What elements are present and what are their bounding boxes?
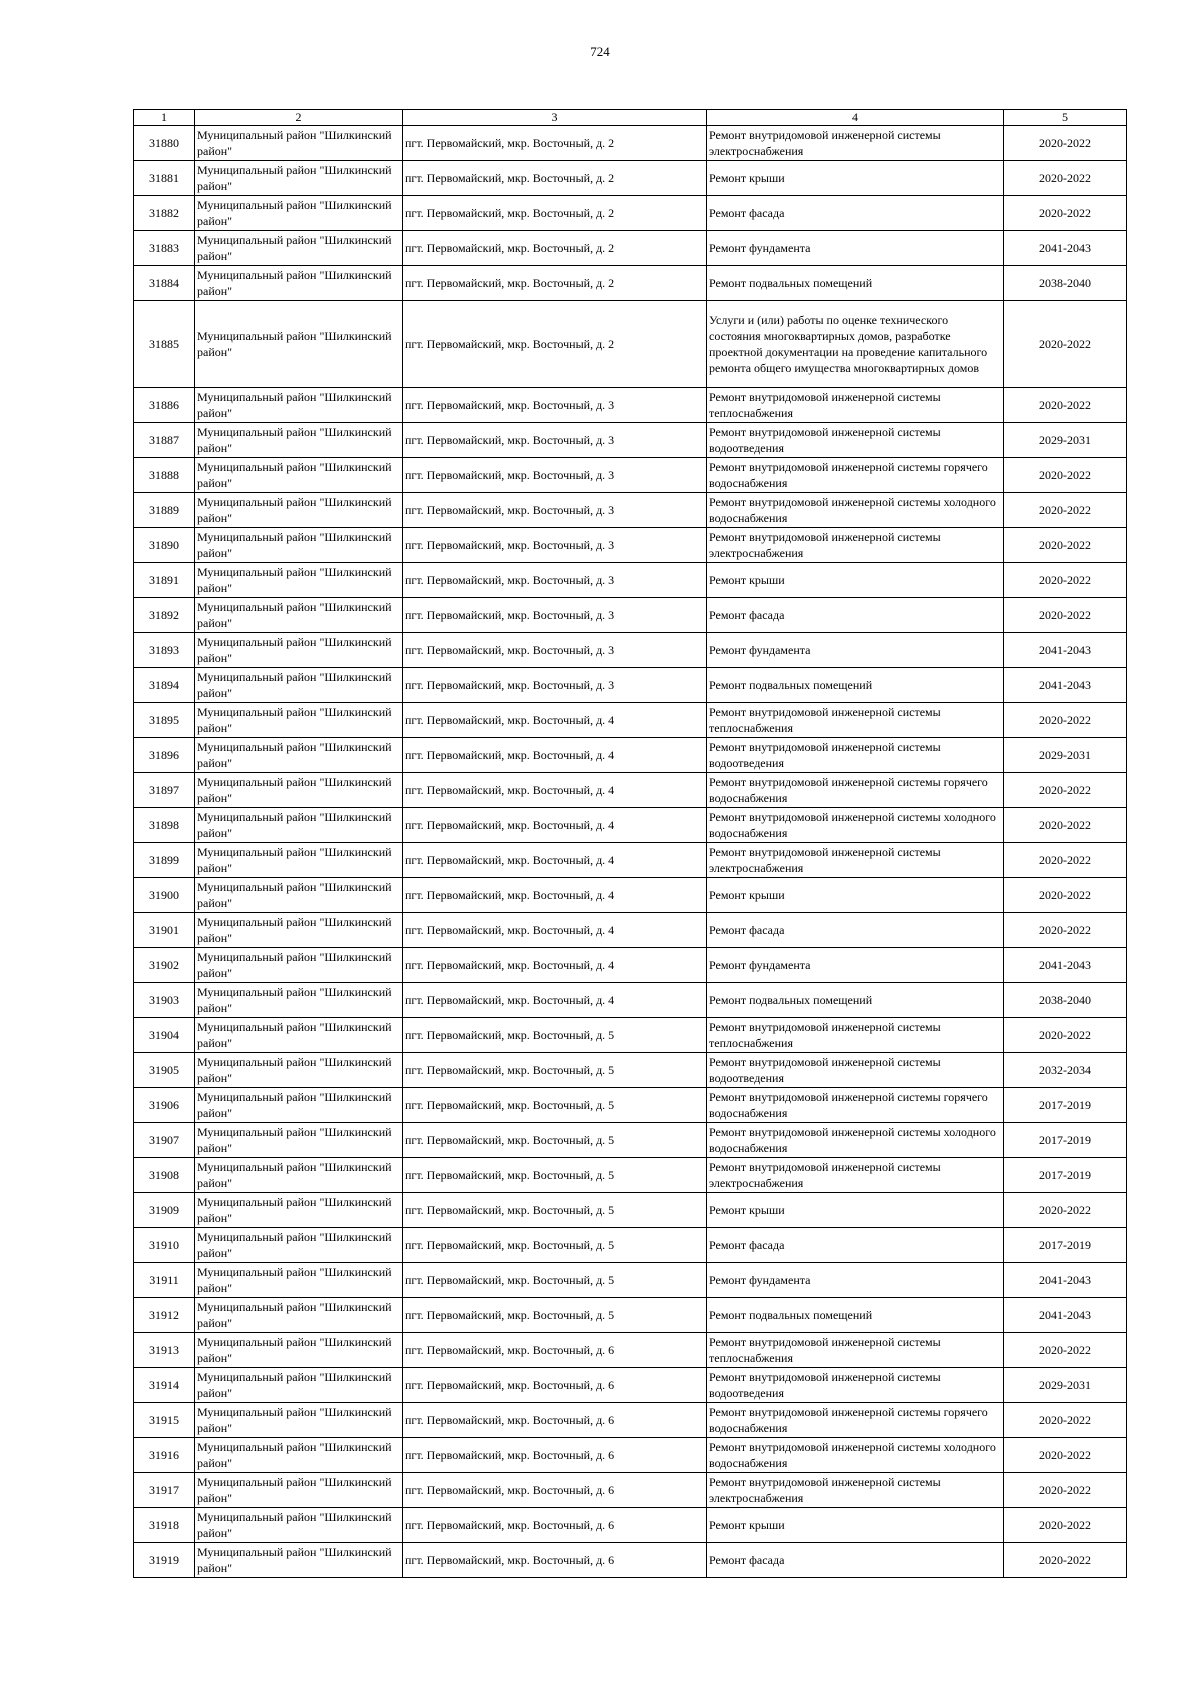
work-type-cell: Ремонт внутридомовой инженерной системы электроснабжения: [707, 1158, 1004, 1193]
address-cell: пгт. Первомайский, мкр. Восточный, д. 3: [403, 458, 707, 493]
capital-repair-table: [133, 109, 1127, 1578]
municipality-cell: Муниципальный район "Шилкинский район": [195, 388, 403, 423]
table-row: [134, 1368, 1127, 1403]
table-row: [134, 1088, 1127, 1123]
table-row: [134, 1053, 1127, 1088]
table-row: [134, 1438, 1127, 1473]
period-cell: 2020-2022: [1004, 1193, 1127, 1228]
column-header-2: 2: [195, 110, 403, 126]
period-cell: 2020-2022: [1004, 1473, 1127, 1508]
address-cell: пгт. Первомайский, мкр. Восточный, д. 4: [403, 773, 707, 808]
row-number: 31889: [134, 493, 195, 528]
table-row: [134, 196, 1127, 231]
column-header-5: 5: [1004, 110, 1127, 126]
table-row: [134, 738, 1127, 773]
table-row: [134, 458, 1127, 493]
table-row: [134, 1473, 1127, 1508]
period-cell: 2020-2022: [1004, 1508, 1127, 1543]
table-row: [134, 1298, 1127, 1333]
table-row: [134, 563, 1127, 598]
address-cell: пгт. Первомайский, мкр. Восточный, д. 3: [403, 563, 707, 598]
municipality-cell: Муниципальный район "Шилкинский район": [195, 1123, 403, 1158]
work-type-cell: Ремонт фундамента: [707, 633, 1004, 668]
municipality-cell: Муниципальный район "Шилкинский район": [195, 1368, 403, 1403]
address-cell: пгт. Первомайский, мкр. Восточный, д. 3: [403, 528, 707, 563]
municipality-cell: Муниципальный район "Шилкинский район": [195, 1508, 403, 1543]
municipality-cell: Муниципальный район "Шилкинский район": [195, 1473, 403, 1508]
period-cell: 2020-2022: [1004, 1403, 1127, 1438]
table-row: [134, 843, 1127, 878]
table-row: [134, 948, 1127, 983]
row-number: 31890: [134, 528, 195, 563]
work-type-cell: Ремонт внутридомовой инженерной системы теплоснабжения: [707, 703, 1004, 738]
period-cell: 2029-2031: [1004, 1368, 1127, 1403]
municipality-cell: Муниципальный район "Шилкинский район": [195, 1263, 403, 1298]
address-cell: пгт. Первомайский, мкр. Восточный, д. 5: [403, 1088, 707, 1123]
address-cell: пгт. Первомайский, мкр. Восточный, д. 6: [403, 1508, 707, 1543]
address-cell: пгт. Первомайский, мкр. Восточный, д. 5: [403, 1123, 707, 1158]
address-cell: пгт. Первомайский, мкр. Восточный, д. 4: [403, 843, 707, 878]
row-number: 31905: [134, 1053, 195, 1088]
work-type-cell: Ремонт подвальных помещений: [707, 266, 1004, 301]
address-cell: пгт. Первомайский, мкр. Восточный, д. 4: [403, 878, 707, 913]
row-number: 31915: [134, 1403, 195, 1438]
municipality-cell: Муниципальный район "Шилкинский район": [195, 1053, 403, 1088]
work-type-cell: Ремонт фасада: [707, 598, 1004, 633]
table-row: [134, 301, 1127, 388]
address-cell: пгт. Первомайский, мкр. Восточный, д. 5: [403, 1263, 707, 1298]
work-type-cell: Ремонт внутридомовой инженерной системы горячего водоснабжения: [707, 1088, 1004, 1123]
table-row: [134, 598, 1127, 633]
period-cell: 2020-2022: [1004, 703, 1127, 738]
row-number: 31912: [134, 1298, 195, 1333]
period-cell: 2020-2022: [1004, 1333, 1127, 1368]
municipality-cell: Муниципальный район "Шилкинский район": [195, 738, 403, 773]
municipality-cell: Муниципальный район "Шилкинский район": [195, 1543, 403, 1578]
row-number: 31887: [134, 423, 195, 458]
table-row: [134, 1193, 1127, 1228]
period-cell: 2020-2022: [1004, 773, 1127, 808]
row-number: 31911: [134, 1263, 195, 1298]
municipality-cell: Муниципальный район "Шилкинский район": [195, 231, 403, 266]
address-cell: пгт. Первомайский, мкр. Восточный, д. 2: [403, 266, 707, 301]
municipality-cell: Муниципальный район "Шилкинский район": [195, 1018, 403, 1053]
row-number: 31899: [134, 843, 195, 878]
work-type-cell: Ремонт фундамента: [707, 231, 1004, 266]
address-cell: пгт. Первомайский, мкр. Восточный, д. 2: [403, 231, 707, 266]
row-number: 31908: [134, 1158, 195, 1193]
work-type-cell: Ремонт внутридомовой инженерной системы водоотведения: [707, 423, 1004, 458]
row-number: 31881: [134, 161, 195, 196]
municipality-cell: Муниципальный район "Шилкинский район": [195, 773, 403, 808]
municipality-cell: Муниципальный район "Шилкинский район": [195, 633, 403, 668]
period-cell: 2020-2022: [1004, 528, 1127, 563]
row-number: 31914: [134, 1368, 195, 1403]
period-cell: 2020-2022: [1004, 1018, 1127, 1053]
period-cell: 2020-2022: [1004, 563, 1127, 598]
address-cell: пгт. Первомайский, мкр. Восточный, д. 3: [403, 423, 707, 458]
work-type-cell: Ремонт подвальных помещений: [707, 1298, 1004, 1333]
address-cell: пгт. Первомайский, мкр. Восточный, д. 3: [403, 388, 707, 423]
column-header-1: 1: [134, 110, 195, 126]
address-cell: пгт. Первомайский, мкр. Восточный, д. 4: [403, 738, 707, 773]
address-cell: пгт. Первомайский, мкр. Восточный, д. 6: [403, 1543, 707, 1578]
row-number: 31902: [134, 948, 195, 983]
row-number: 31894: [134, 668, 195, 703]
row-number: 31916: [134, 1438, 195, 1473]
work-type-cell: Ремонт внутридомовой инженерной системы теплоснабжения: [707, 388, 1004, 423]
table-row: [134, 126, 1127, 161]
period-cell: 2020-2022: [1004, 598, 1127, 633]
table-row: [134, 808, 1127, 843]
address-cell: пгт. Первомайский, мкр. Восточный, д. 3: [403, 598, 707, 633]
table-row: [134, 983, 1127, 1018]
municipality-cell: Муниципальный район "Шилкинский район": [195, 703, 403, 738]
address-cell: пгт. Первомайский, мкр. Восточный, д. 5: [403, 1193, 707, 1228]
table-row: [134, 161, 1127, 196]
municipality-cell: Муниципальный район "Шилкинский район": [195, 563, 403, 598]
address-cell: пгт. Первомайский, мкр. Восточный, д. 4: [403, 983, 707, 1018]
row-number: 31918: [134, 1508, 195, 1543]
period-cell: 2041-2043: [1004, 668, 1127, 703]
period-cell: 2041-2043: [1004, 633, 1127, 668]
row-number: 31884: [134, 266, 195, 301]
work-type-cell: Услуги и (или) работы по оценке технического состояния многоквартирных домов, разработке проектной документации на проведение капитального ремонта общего имущества многоквартирных домов: [707, 301, 1004, 388]
period-cell: 2020-2022: [1004, 843, 1127, 878]
row-number: 31900: [134, 878, 195, 913]
row-number: 31919: [134, 1543, 195, 1578]
municipality-cell: Муниципальный район "Шилкинский район": [195, 1298, 403, 1333]
table-row: [134, 633, 1127, 668]
row-number: 31880: [134, 126, 195, 161]
municipality-cell: Муниципальный район "Шилкинский район": [195, 493, 403, 528]
work-type-cell: Ремонт крыши: [707, 161, 1004, 196]
work-type-cell: Ремонт внутридомовой инженерной системы водоотведения: [707, 1368, 1004, 1403]
period-cell: 2017-2019: [1004, 1088, 1127, 1123]
work-type-cell: Ремонт фасада: [707, 196, 1004, 231]
municipality-cell: Муниципальный район "Шилкинский район": [195, 1193, 403, 1228]
row-number: 31910: [134, 1228, 195, 1263]
address-cell: пгт. Первомайский, мкр. Восточный, д. 2: [403, 196, 707, 231]
row-number: 31904: [134, 1018, 195, 1053]
municipality-cell: Муниципальный район "Шилкинский район": [195, 983, 403, 1018]
table-row: [134, 668, 1127, 703]
work-type-cell: Ремонт внутридомовой инженерной системы холодного водоснабжения: [707, 493, 1004, 528]
address-cell: пгт. Первомайский, мкр. Восточный, д. 3: [403, 493, 707, 528]
row-number: 31906: [134, 1088, 195, 1123]
address-cell: пгт. Первомайский, мкр. Восточный, д. 6: [403, 1473, 707, 1508]
period-cell: 2041-2043: [1004, 1263, 1127, 1298]
work-type-cell: Ремонт крыши: [707, 1193, 1004, 1228]
row-number: 31917: [134, 1473, 195, 1508]
address-cell: пгт. Первомайский, мкр. Восточный, д. 6: [403, 1403, 707, 1438]
municipality-cell: Муниципальный район "Шилкинский район": [195, 808, 403, 843]
table-row: [134, 1018, 1127, 1053]
municipality-cell: Муниципальный район "Шилкинский район": [195, 301, 403, 388]
municipality-cell: Муниципальный район "Шилкинский район": [195, 126, 403, 161]
municipality-cell: Муниципальный район "Шилкинский район": [195, 458, 403, 493]
period-cell: 2038-2040: [1004, 266, 1127, 301]
address-cell: пгт. Первомайский, мкр. Восточный, д. 5: [403, 1298, 707, 1333]
row-number: 31888: [134, 458, 195, 493]
table-row: [134, 1333, 1127, 1368]
period-cell: 2038-2040: [1004, 983, 1127, 1018]
address-cell: пгт. Первомайский, мкр. Восточный, д. 2: [403, 301, 707, 388]
table-row: [134, 703, 1127, 738]
period-cell: 2020-2022: [1004, 161, 1127, 196]
row-number: 31913: [134, 1333, 195, 1368]
period-cell: 2020-2022: [1004, 126, 1127, 161]
table-row: [134, 423, 1127, 458]
municipality-cell: Муниципальный район "Шилкинский район": [195, 423, 403, 458]
municipality-cell: Муниципальный район "Шилкинский район": [195, 1228, 403, 1263]
work-type-cell: Ремонт крыши: [707, 878, 1004, 913]
row-number: 31882: [134, 196, 195, 231]
row-number: 31893: [134, 633, 195, 668]
address-cell: пгт. Первомайский, мкр. Восточный, д. 6: [403, 1368, 707, 1403]
municipality-cell: Муниципальный район "Шилкинский район": [195, 913, 403, 948]
municipality-cell: Муниципальный район "Шилкинский район": [195, 1438, 403, 1473]
table-row: [134, 913, 1127, 948]
address-cell: пгт. Первомайский, мкр. Восточный, д. 4: [403, 948, 707, 983]
column-header-4: 4: [707, 110, 1004, 126]
municipality-cell: Муниципальный район "Шилкинский район": [195, 878, 403, 913]
address-cell: пгт. Первомайский, мкр. Восточный, д. 3: [403, 633, 707, 668]
period-cell: 2020-2022: [1004, 913, 1127, 948]
table-row: [134, 1263, 1127, 1298]
work-type-cell: Ремонт крыши: [707, 1508, 1004, 1543]
work-type-cell: Ремонт внутридомовой инженерной системы горячего водоснабжения: [707, 773, 1004, 808]
period-cell: 2041-2043: [1004, 231, 1127, 266]
row-number: 31896: [134, 738, 195, 773]
period-cell: 2020-2022: [1004, 301, 1127, 388]
work-type-cell: Ремонт фасада: [707, 1543, 1004, 1578]
work-type-cell: Ремонт внутридомовой инженерной системы холодного водоснабжения: [707, 808, 1004, 843]
table-row: [134, 1158, 1127, 1193]
municipality-cell: Муниципальный район "Шилкинский район": [195, 843, 403, 878]
table-row: [134, 1508, 1127, 1543]
table-row: [134, 1403, 1127, 1438]
period-cell: 2017-2019: [1004, 1158, 1127, 1193]
period-cell: 2020-2022: [1004, 1543, 1127, 1578]
work-type-cell: Ремонт внутридомовой инженерной системы электроснабжения: [707, 126, 1004, 161]
municipality-cell: Муниципальный район "Шилкинский район": [195, 161, 403, 196]
period-cell: 2041-2043: [1004, 948, 1127, 983]
period-cell: 2020-2022: [1004, 493, 1127, 528]
row-number: 31883: [134, 231, 195, 266]
work-type-cell: Ремонт подвальных помещений: [707, 668, 1004, 703]
work-type-cell: Ремонт внутридомовой инженерной системы электроснабжения: [707, 528, 1004, 563]
address-cell: пгт. Первомайский, мкр. Восточный, д. 2: [403, 161, 707, 196]
municipality-cell: Муниципальный район "Шилкинский район": [195, 598, 403, 633]
municipality-cell: Муниципальный район "Шилкинский район": [195, 1403, 403, 1438]
row-number: 31907: [134, 1123, 195, 1158]
work-type-cell: Ремонт внутридомовой инженерной системы теплоснабжения: [707, 1018, 1004, 1053]
work-type-cell: Ремонт фасада: [707, 913, 1004, 948]
address-cell: пгт. Первомайский, мкр. Восточный, д. 4: [403, 703, 707, 738]
municipality-cell: Муниципальный район "Шилкинский район": [195, 528, 403, 563]
period-cell: 2017-2019: [1004, 1228, 1127, 1263]
address-cell: пгт. Первомайский, мкр. Восточный, д. 5: [403, 1158, 707, 1193]
period-cell: 2029-2031: [1004, 738, 1127, 773]
table-row: [134, 878, 1127, 913]
row-number: 31892: [134, 598, 195, 633]
address-cell: пгт. Первомайский, мкр. Восточный, д. 2: [403, 126, 707, 161]
address-cell: пгт. Первомайский, мкр. Восточный, д. 4: [403, 808, 707, 843]
work-type-cell: Ремонт внутридомовой инженерной системы холодного водоснабжения: [707, 1438, 1004, 1473]
municipality-cell: Муниципальный район "Шилкинский район": [195, 266, 403, 301]
period-cell: 2032-2034: [1004, 1053, 1127, 1088]
row-number: 31903: [134, 983, 195, 1018]
work-type-cell: Ремонт фасада: [707, 1228, 1004, 1263]
municipality-cell: Муниципальный район "Шилкинский район": [195, 668, 403, 703]
period-cell: 2020-2022: [1004, 878, 1127, 913]
table-row: [134, 388, 1127, 423]
row-number: 31897: [134, 773, 195, 808]
municipality-cell: Муниципальный район "Шилкинский район": [195, 196, 403, 231]
address-cell: пгт. Первомайский, мкр. Восточный, д. 5: [403, 1053, 707, 1088]
table-row: [134, 493, 1127, 528]
work-type-cell: Ремонт внутридомовой инженерной системы водоотведения: [707, 1053, 1004, 1088]
period-cell: 2041-2043: [1004, 1298, 1127, 1333]
table-body: [134, 126, 1127, 1578]
work-type-cell: Ремонт внутридомовой инженерной системы водоотведения: [707, 738, 1004, 773]
work-type-cell: Ремонт внутридомовой инженерной системы горячего водоснабжения: [707, 458, 1004, 493]
column-number-row: [134, 110, 1127, 126]
page-number: 724: [590, 44, 610, 59]
row-number: 31891: [134, 563, 195, 598]
column-header-3: 3: [403, 110, 707, 126]
row-number: 31895: [134, 703, 195, 738]
municipality-cell: Муниципальный район "Шилкинский район": [195, 1158, 403, 1193]
period-cell: 2020-2022: [1004, 388, 1127, 423]
municipality-cell: Муниципальный район "Шилкинский район": [195, 948, 403, 983]
period-cell: 2020-2022: [1004, 1438, 1127, 1473]
work-type-cell: Ремонт подвальных помещений: [707, 983, 1004, 1018]
table-row: [134, 773, 1127, 808]
work-type-cell: Ремонт фундамента: [707, 1263, 1004, 1298]
table-row: [134, 528, 1127, 563]
row-number: 31885: [134, 301, 195, 388]
work-type-cell: Ремонт внутридомовой инженерной системы горячего водоснабжения: [707, 1403, 1004, 1438]
table-row: [134, 1123, 1127, 1158]
work-type-cell: Ремонт внутридомовой инженерной системы электроснабжения: [707, 843, 1004, 878]
municipality-cell: Муниципальный район "Шилкинский район": [195, 1333, 403, 1368]
row-number: 31886: [134, 388, 195, 423]
work-type-cell: Ремонт крыши: [707, 563, 1004, 598]
period-cell: 2017-2019: [1004, 1123, 1127, 1158]
work-type-cell: Ремонт внутридомовой инженерной системы теплоснабжения: [707, 1333, 1004, 1368]
row-number: 31901: [134, 913, 195, 948]
municipality-cell: Муниципальный район "Шилкинский район": [195, 1088, 403, 1123]
address-cell: пгт. Первомайский, мкр. Восточный, д. 6: [403, 1333, 707, 1368]
period-cell: 2020-2022: [1004, 458, 1127, 493]
work-type-cell: Ремонт фундамента: [707, 948, 1004, 983]
address-cell: пгт. Первомайский, мкр. Восточный, д. 3: [403, 668, 707, 703]
address-cell: пгт. Первомайский, мкр. Восточный, д. 4: [403, 913, 707, 948]
period-cell: 2029-2031: [1004, 423, 1127, 458]
row-number: 31898: [134, 808, 195, 843]
row-number: 31909: [134, 1193, 195, 1228]
period-cell: 2020-2022: [1004, 196, 1127, 231]
period-cell: 2020-2022: [1004, 808, 1127, 843]
address-cell: пгт. Первомайский, мкр. Восточный, д. 5: [403, 1228, 707, 1263]
address-cell: пгт. Первомайский, мкр. Восточный, д. 5: [403, 1018, 707, 1053]
work-type-cell: Ремонт внутридомовой инженерной системы электроснабжения: [707, 1473, 1004, 1508]
table-row: [134, 1543, 1127, 1578]
work-type-cell: Ремонт внутридомовой инженерной системы холодного водоснабжения: [707, 1123, 1004, 1158]
table-row: [134, 266, 1127, 301]
address-cell: пгт. Первомайский, мкр. Восточный, д. 6: [403, 1438, 707, 1473]
table-row: [134, 231, 1127, 266]
table-row: [134, 1228, 1127, 1263]
